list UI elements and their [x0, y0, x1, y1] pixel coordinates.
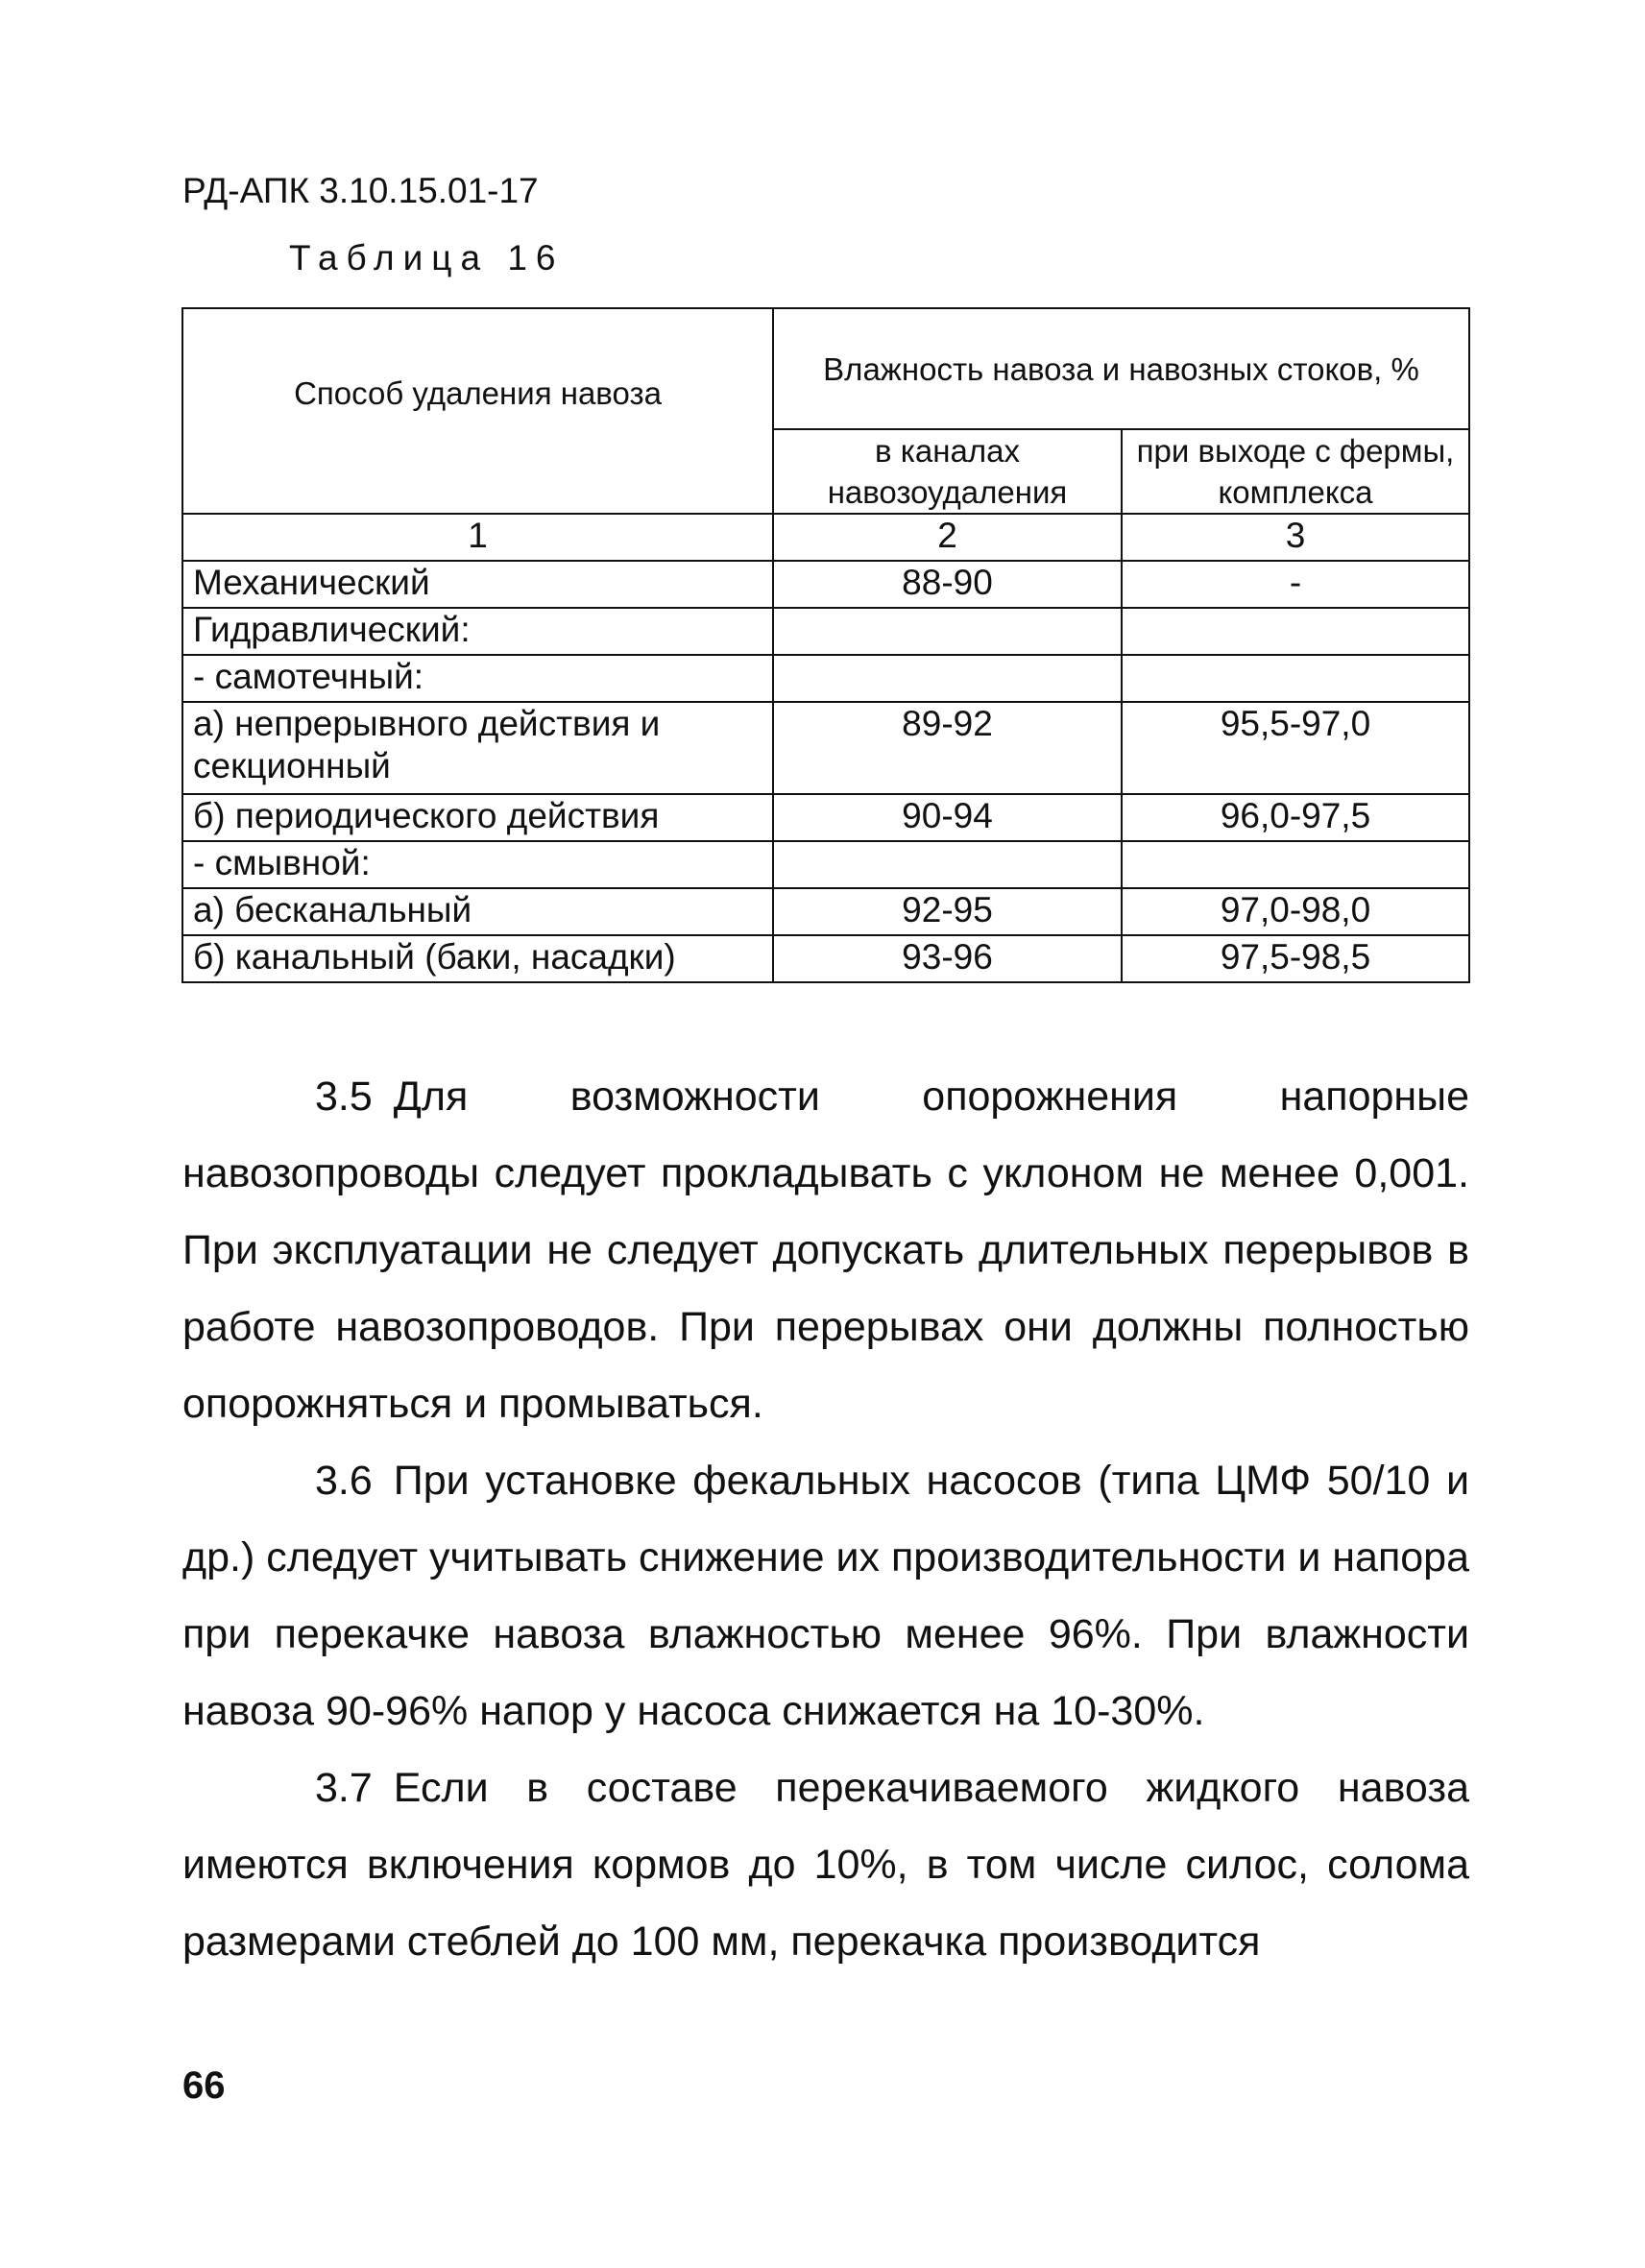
method-cell: Гидравлический: — [182, 608, 773, 655]
table-row — [182, 561, 1469, 608]
paragraph-text: Для возможности опорожнения напорные навозопроводы следует прокладывать с уклоном не менее 0,001. При эксплуатации не следует допускать длительных перерывов в работе навозопроводов. При перерывах они должны полностью опорожняться и промываться. — [182, 1074, 1469, 1427]
channels-cell: 88-90 — [773, 561, 1122, 608]
exit-cell: 95,5-97,0 — [1122, 702, 1469, 794]
exit-cell — [1122, 655, 1469, 702]
document-code: РД-АПК 3.10.15.01-17 — [182, 171, 539, 210]
table-row — [182, 794, 1469, 841]
method-cell: а) непрерывного действия и секционный — [182, 702, 773, 794]
table-row — [182, 841, 1469, 888]
method-cell: б) канальный (баки, насадки) — [182, 935, 773, 982]
method-cell: б) периодического действия — [182, 794, 773, 841]
exit-cell: 96,0-97,5 — [1122, 794, 1469, 841]
col2-header: в каналах навозоудаления — [773, 429, 1122, 514]
group-header: Влажность навоза и навозных стоков, % — [773, 308, 1469, 429]
exit-cell: 97,5-98,5 — [1122, 935, 1469, 982]
paragraph-3-6 — [182, 1442, 1469, 1749]
column-number: 2 — [773, 514, 1122, 561]
column-number: 3 — [1122, 514, 1469, 561]
channels-cell: 89-92 — [773, 702, 1122, 794]
table-row — [182, 935, 1469, 982]
table-row — [182, 655, 1469, 702]
exit-cell: 97,0-98,0 — [1122, 888, 1469, 935]
method-cell: - самотечный: — [182, 655, 773, 702]
column-number: 1 — [182, 514, 773, 561]
paragraph-3-7 — [182, 1749, 1469, 1980]
channels-cell — [773, 655, 1122, 702]
channels-cell: 92-95 — [773, 888, 1122, 935]
method-cell: Механический — [182, 561, 773, 608]
paragraph-number: 3.7 — [315, 1765, 373, 1811]
channels-cell: 90-94 — [773, 794, 1122, 841]
table-caption: Таблица 16 — [289, 238, 565, 277]
column-numbers-row — [182, 514, 1469, 561]
exit-cell — [1122, 841, 1469, 888]
paragraph-text: Если в составе перекачиваемого жидкого навоза имеются включения кормов до 10%, в том числе силос, солома размерами стеблей до 100 мм, перекачка производится — [182, 1765, 1469, 1965]
page-number: 66 — [182, 2064, 226, 2107]
paragraph-number: 3.5 — [315, 1074, 373, 1120]
col1-header: Способ удаления навоза — [182, 308, 773, 514]
table-row — [182, 888, 1469, 935]
method-cell: а) бесканальный — [182, 888, 773, 935]
table-row — [182, 702, 1469, 794]
method-cell: - смывной: — [182, 841, 773, 888]
channels-cell: 93-96 — [773, 935, 1122, 982]
paragraph-number: 3.6 — [315, 1458, 373, 1504]
channels-cell — [773, 608, 1122, 655]
humidity-table — [181, 307, 1470, 983]
table-row — [182, 608, 1469, 655]
paragraph-text: При установке фекальных насосов (типа ЦМФ 50/10 и др.) следует учитывать снижение их производительности и напора при перекачке навоза влажностью менее 96%. При влажности навоза 90-96% напор у насоса снижается на 10-30%. — [182, 1458, 1469, 1734]
body-text — [182, 1058, 1469, 1980]
paragraph-3-5 — [182, 1058, 1469, 1442]
exit-cell: - — [1122, 561, 1469, 608]
col3-header: при выходе с фермы, комплекса — [1122, 429, 1469, 514]
channels-cell — [773, 841, 1122, 888]
exit-cell — [1122, 608, 1469, 655]
